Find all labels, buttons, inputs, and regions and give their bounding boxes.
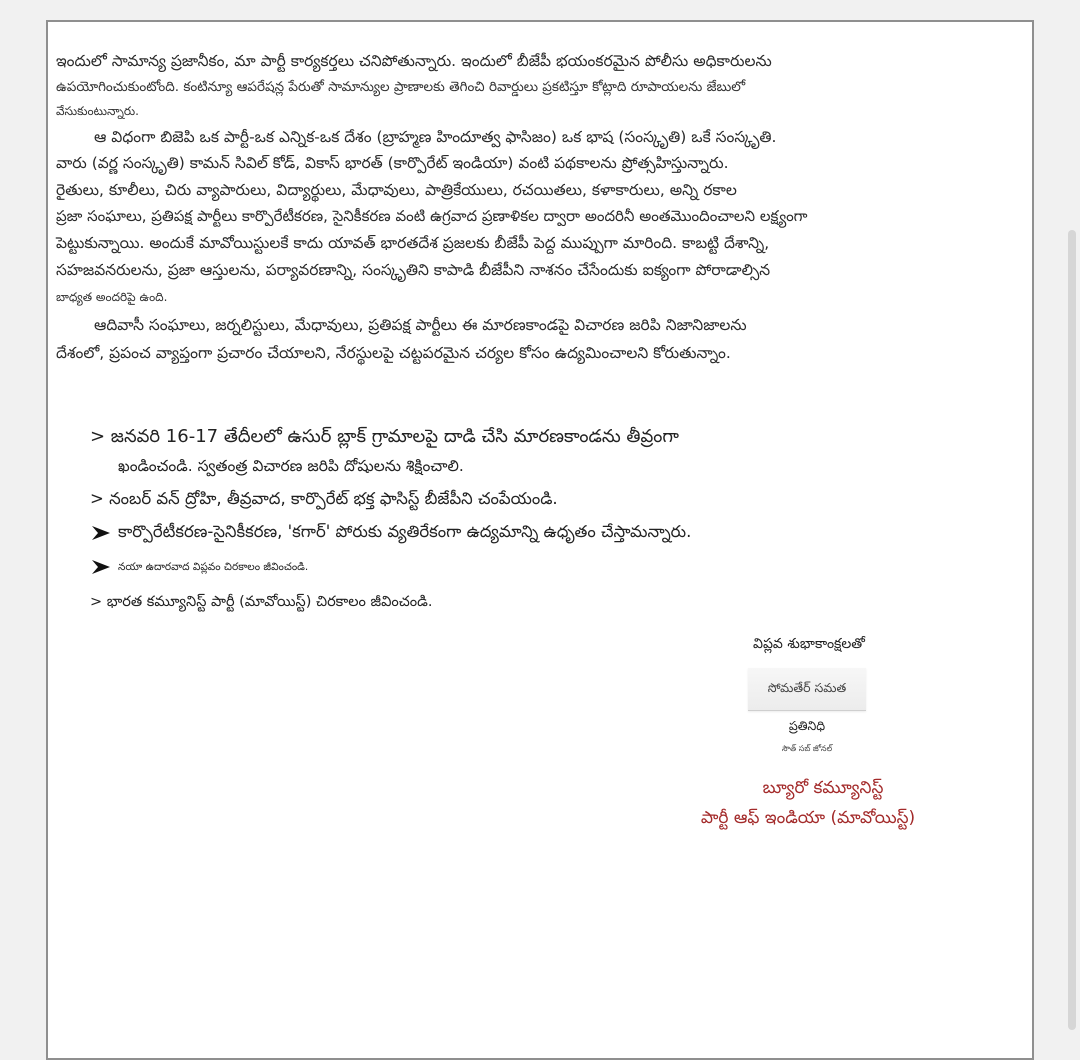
- bullet-item: > నంబర్ వన్ ద్రోహి, తీవ్రవాద, కార్పొరేట్ భక్త ఫాసిస్ట్ బీజేపీని చంపేయండి.: [90, 489, 558, 508]
- bullet-item-continuation: ఖండించండి. స్వతంత్ర విచారణ జరిపి దోషులను శిక్షించాలి.: [118, 457, 464, 475]
- organization-name-line1: బ్యూరో కమ్యూనిస్ట్: [762, 778, 884, 798]
- bullet-text: నయా ఉదారవాద విప్లవం చిరకాలం జీవించండి.: [118, 561, 309, 573]
- bullet-item: [90, 558, 308, 576]
- zone-subtitle: సౌత్ సబ్ జోనల్: [781, 744, 833, 753]
- paragraph-line: ఉపయోగించుకుంటోంది. కంటిన్యూ ఆపరేషన్ల పేరుతో సామాన్యుల ప్రాణాలకు తెగించి రివార్డులు ప్రకటిస్తూ కోట్లాది రూపాయలను జేబులో: [56, 79, 746, 95]
- paragraph-line: దేశంలో, ప్రపంచ వ్యాప్తంగా ప్రచారం చేయాలని, నేరస్థులపై చట్టపరమైన చర్యల కోసం ఉద్యమించాలని కోరుతున్నాం.: [56, 344, 731, 362]
- vertical-scrollbar[interactable]: [1068, 230, 1076, 1030]
- organization-name-line2: పార్టీ ఆఫ్ ఇండియా (మావోయిస్ట్): [700, 808, 916, 828]
- paragraph-line: ఆ విధంగా బిజెపి ఒక పార్టీ-ఒక ఎన్నిక-ఒక దేశం (బ్రాహ్మణ హిందూత్వ ఫాసిజం) ఒక భాష (సంస్కృతి) ఒకే సంస్కృతి.: [94, 128, 777, 146]
- signature-stamp: సోమతేర్ సమత: [748, 668, 866, 711]
- paragraph-line: ఇందులో సామాన్య ప్రజానీకం, మా పార్టీ కార్యకర్తలు చనిపోతున్నారు. ఇందులో బీజేపీ భయంకరమైన పోలీసు అధికారులను: [56, 52, 772, 70]
- paragraph-line: సహజవనరులను, ప్రజా ఆస్తులను, పర్యావరణాన్ని, సంస్కృతిని కాపాడి బీజేపీని నాశనం చేసేందుకు ఐక్యంగా పోరాడాల్సిన: [56, 261, 771, 279]
- greeting-text: విప్లవ శుభాకాంక్షలతో: [753, 636, 865, 652]
- bullet-item: > భారత కమ్యూనిస్ట్ పార్టీ (మావోయిస్ట్) చిరకాలం జీవించండి.: [90, 594, 433, 610]
- document-page: [46, 20, 1034, 1060]
- arrow-bullet-icon: [90, 524, 112, 542]
- bullet-text: కార్పొరేటీకరణ-సైనికీకరణ, 'కగార్' పోరుకు వ్యతిరేకంగా ఉద్యమాన్ని ఉధృతం చేస్తామన్నారు.: [118, 522, 692, 541]
- paragraph-line: వారు (వర్ణ సంస్కృతి) కామన్ సివిల్ కోడ్, వికాస్ భారత్ (కార్పొరేట్ ఇండియా) వంటి పథకాలను ప్రోత్సహిస్తున్నారు.: [56, 154, 729, 172]
- paragraph-line: బాధ్యత అందరిపై ఉంది.: [56, 290, 168, 304]
- bullet-item: > జనవరి 16-17 తేదీలలో ఉసుర్ బ్లాక్ గ్రామాలపై దాడి చేసి మారణకాండను తీవ్రంగా: [90, 426, 679, 447]
- paragraph-line: రైతులు, కూలీలు, చిరు వ్యాపారులు, విద్యార్థులు, మేధావులు, పాత్రికేయులు, రచయితలు, కళాకారులు, అన్ని రకాల: [56, 181, 737, 199]
- paragraph-line: పెట్టుకున్నాయి. అందుకే మావోయిస్టులకే కాదు యావత్ భారతదేశ ప్రజలకు బీజేపీ పెద్ద ముప్పుగా మారింది. కాబట్టి దేశాన్ని,: [56, 234, 770, 252]
- representative-title: ప్రతినిధి: [788, 718, 826, 733]
- arrow-bullet-icon: [90, 558, 112, 576]
- bullet-item: [90, 522, 691, 545]
- paragraph-line: ఆదివాసీ సంఘాలు, జర్నలిస్టులు, మేధావులు, ప్రతిపక్ష పార్టీలు ఈ మారణకాండపై విచారణ జరిపి నిజానిజాలను: [94, 316, 747, 334]
- paragraph-line: ప్రజా సంఘాలు, ప్రతిపక్ష పార్టీలు కార్పొరేటీకరణ, సైనికీకరణ వంటి ఉగ్రవాద ప్రణాళికల ద్వారా అందరినీ అంతమొందించాలని లక్ష్యంగా: [56, 207, 808, 225]
- paragraph-line: వేసుకుంటున్నారు.: [56, 104, 139, 118]
